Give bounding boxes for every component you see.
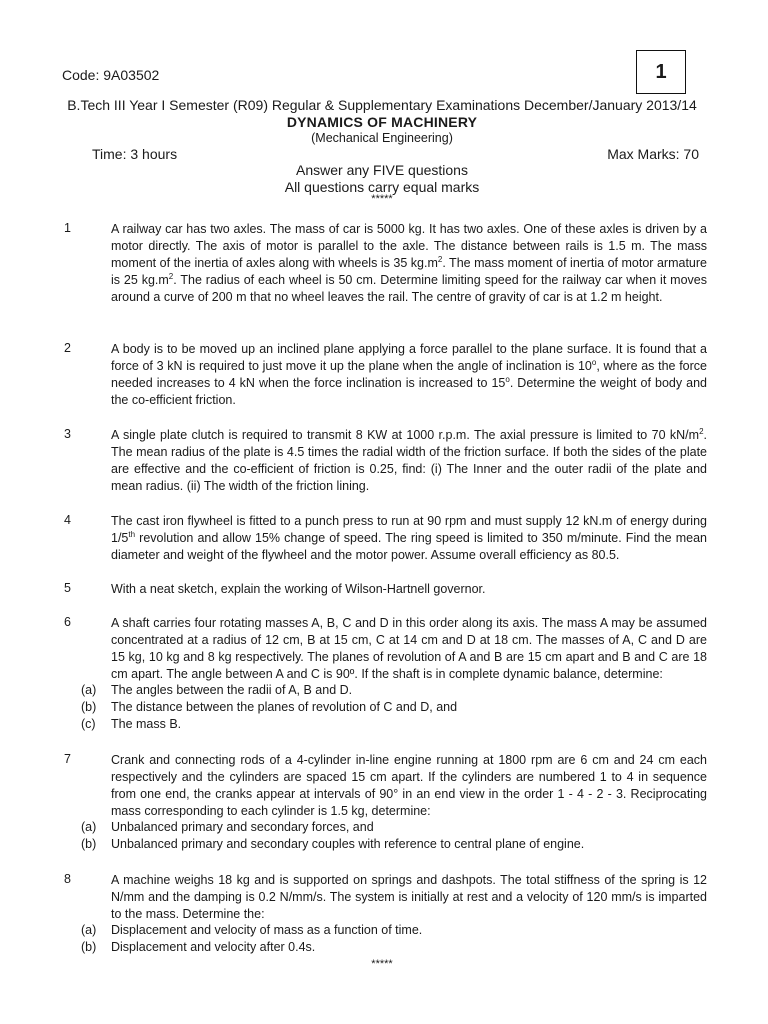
part-label: (c) <box>81 717 96 731</box>
part-text: Unbalanced primary and secondary couples with reference to central plane of engine. <box>111 837 585 851</box>
question-number: 8 <box>64 872 71 886</box>
question-text: With a neat sketch, explain the working of Wilson-Hartnell governor. <box>111 582 486 596</box>
part-text: Displacement and velocity after 0.4s. <box>111 940 316 954</box>
question-text: A railway car has two axles. The mass of car is 5000 kg. It has two axles. One of these axles is driven by a motor directly. The axis of motor is parallel to the axle. The distance between rails is 1.5 m. The mass moment of the inertia of axles along with wheels is 35 $kg.m^2$. The mass moment of inertia of motor armature is 25 $kg.m^2$. The radius of each wheel is 50 cm. Determine limiting speed for the railway car when it moves around a curve of 200 m that no wheel leaves the rail. The centre of gravity of car is at 1.2 m height. <box>111 222 707 304</box>
branch-name: (Mechanical Engineering) <box>311 131 453 145</box>
question-text: A body is to be moved up an inclined plane applying a force parallel to the plane surface. It is found that a force of 3 kN is required to just move it up the plane when the angle of inclination is 10$^o$, where as the force needed increases to 4 kN when the force inclination is increased to 15$^o$. Determine the weight of body and the co-efficient friction. <box>111 342 707 407</box>
question-number: 2 <box>64 341 71 355</box>
part-label: (a) <box>81 923 97 937</box>
subject-title: DYNAMICS OF MACHINERY <box>286 114 478 130</box>
max-marks: Max Marks: 70 <box>607 146 699 162</box>
header-separator: ***** <box>371 193 393 205</box>
question-number: 1 <box>64 221 71 235</box>
exam-title: B.Tech III Year I Semester (R09) Regular & Supplementary Examinations December/January 2013/14 <box>67 97 697 113</box>
part-text: The angles between the radii of A, B and D. <box>111 683 353 697</box>
footer-separator: ***** <box>371 958 393 970</box>
question-text: A single plate clutch is required to transmit 8 KW at 1000 r.p.m. The axial pressure is limited to 70 $kN/m^2$. The mean radius of the plate is 4.5 times the radial width of the friction surface. If both the sides of the plate are effective and the co-efficient of friction is 0.25, find: (i) The Inner and the outer radii of the plate and mean radius. (ii) The width of the friction lining. <box>111 426 707 493</box>
paper-code: Code: 9A03502 <box>62 67 160 83</box>
instruction-answer: Answer any FIVE questions <box>296 162 468 178</box>
set-number-box: 1 <box>636 50 686 94</box>
question-number: 4 <box>64 513 71 527</box>
instruction-marks: All questions carry equal marks <box>284 179 480 195</box>
part-label: (b) <box>81 837 97 851</box>
part-label: (a) <box>81 683 97 697</box>
question-number: 5 <box>64 581 71 595</box>
part-text: Displacement and velocity of mass as a function of time. <box>111 923 423 937</box>
question-text: Crank and connecting rods of a 4-cylinder in-line engine running at 1800 rpm are 6 cm and 24 cm each respectively and the cylinders are spaced 15 cm apart. If the cylinders are numbered 1 to 4 in sequence from one end, the cranks appear at intervals of 90° in an end view in the order 1 - 4 - 2 - 3. Reciprocating mass corresponding to each cylinder is 1.5 kg, determine: <box>111 753 707 818</box>
part-label: (b) <box>81 940 97 954</box>
part-label: (a) <box>81 820 97 834</box>
question-text: A machine weighs 18 kg and is supported on springs and dashpots. The total stiffness of the spring is 12 N/mm and the damping is 0.2 N/mm/s. The system is initially at rest and a velocity of 120 mm/s is imparted to the mass. Determine the: <box>111 873 707 921</box>
part-label: (b) <box>81 700 97 714</box>
part-text: The mass B. <box>111 717 182 731</box>
part-text: The distance between the planes of revolution of C and D, and <box>111 700 458 714</box>
question-text: A shaft carries four rotating masses A, B, C and D in this order along its axis. The mass A may be assumed concentrated at a radius of 12 cm, B at 15 cm, C at 14 cm and D at 18 cm. The masses of A, C and D are 15 kg, 10 kg and 8 kg respectively. The planes of revolution of A and B are 15 cm apart and B and C are 18 cm apart. The angle between A and C is 90º. If the shaft is in complete dynamic balance, determine: <box>111 616 707 681</box>
question-number: 6 <box>64 615 71 629</box>
question-number: 7 <box>64 752 71 766</box>
question-number: 3 <box>64 427 71 441</box>
exam-time: Time: 3 hours <box>92 146 178 162</box>
question-text: The cast iron flywheel is fitted to a punch press to run at 90 rpm and must supply 12 kN.m of energy during 1/5th revolution and allow 15% change of speed. The ring speed is limited to 350 m/minute. Find the mean diameter and weight of the flywheel and the motor power. Assume overall efficiency as 80.5. <box>111 514 707 562</box>
part-text: Unbalanced primary and secondary forces, and <box>111 820 374 834</box>
